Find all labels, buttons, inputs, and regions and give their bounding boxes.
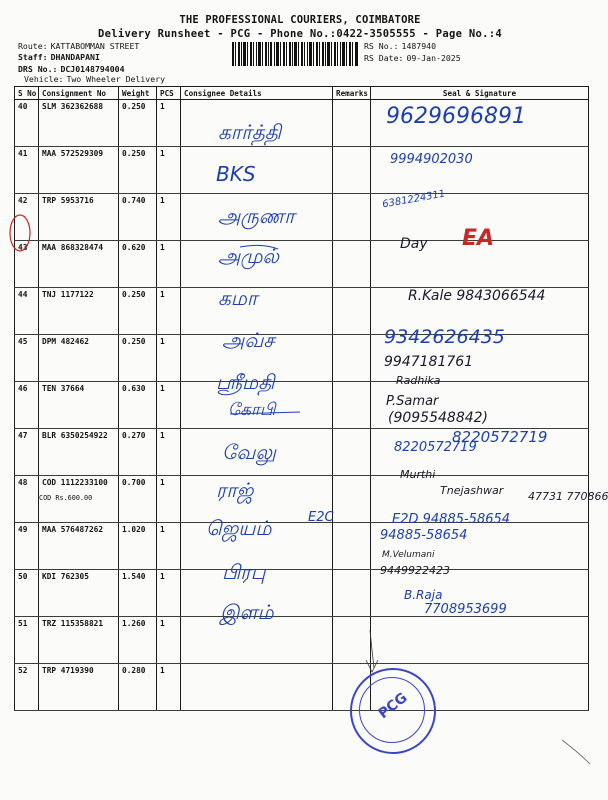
handwritten-signature-40: 9629696891 — [386, 104, 526, 129]
row-pcs: 1 — [157, 523, 181, 570]
row-remarks — [333, 382, 371, 429]
row-seal-signature — [371, 100, 589, 147]
rs-no-line — [364, 41, 436, 52]
row-sno: 50 — [15, 570, 39, 617]
row-pcs: 1 — [157, 617, 181, 664]
row-seal-signature — [371, 194, 589, 241]
handwritten-signature-48-phone: 8220572719 — [452, 428, 548, 446]
row-remarks — [333, 147, 371, 194]
row-remarks — [333, 241, 371, 288]
row-remarks — [333, 429, 371, 476]
row-consignment-no: TRP 5953716 — [39, 194, 119, 241]
company-title: THE PROFESSIONAL COURIERS, COIMBATORE — [179, 14, 421, 26]
corner-pen-stroke — [562, 740, 590, 764]
row-remarks — [333, 288, 371, 335]
table-row — [15, 617, 589, 664]
row-sno: 40 — [15, 100, 39, 147]
handwritten-signature-49-phone: 47731 770866 — [528, 490, 608, 503]
row-pcs: 1 — [157, 335, 181, 382]
row-pcs: 1 — [157, 288, 181, 335]
table-row — [15, 335, 589, 382]
handwritten-signature-48: 8220572719 — [394, 440, 477, 455]
col-header-pcs: PCS — [157, 87, 181, 100]
row-sno: 47 — [15, 429, 39, 476]
table-row — [15, 382, 589, 429]
table-row — [15, 147, 589, 194]
handwritten-consignee-52: இளம் — [220, 600, 274, 624]
row-weight: 0.740 — [119, 194, 157, 241]
handwritten-signature-43: Day — [400, 236, 428, 252]
handwritten-signature-51: M.Velumani — [382, 550, 435, 560]
row-consignee-details — [181, 241, 333, 288]
row-remarks — [333, 194, 371, 241]
handwritten-signature-49: Murthi — [400, 468, 436, 481]
col-header-remarks: Remarks — [333, 87, 371, 100]
handwritten-signature-49-name: Tnejashwar — [440, 484, 504, 497]
handwritten-signature-45: 9342626435 — [384, 326, 505, 348]
row-weight: 0.280 — [119, 664, 157, 711]
row-consignee-details — [181, 476, 333, 523]
handwritten-signature-47-name: P.Samar — [386, 394, 439, 409]
row-consignee-details — [181, 429, 333, 476]
row-weight: 1.260 — [119, 617, 157, 664]
handwritten-signature-47-phone: (9095548842) — [388, 410, 488, 426]
row-seal-signature — [371, 429, 589, 476]
staff-label: Staff: — [18, 52, 48, 62]
row-pcs: 1 — [157, 382, 181, 429]
row-pcs: 1 — [157, 570, 181, 617]
row-sno: 43 — [15, 241, 39, 288]
row-consignment-no: TRP 4719390 — [39, 664, 119, 711]
drs-value: DCJ0148794004 — [60, 64, 125, 74]
handwritten-signature-41: 9994902030 — [390, 152, 473, 167]
table-row — [15, 429, 589, 476]
rs-no-label: RS No.: — [364, 41, 399, 51]
vehicle-line — [24, 74, 165, 85]
rs-date-label: RS Date: — [364, 53, 404, 63]
handwritten-consignee-45: அவ்ச — [222, 328, 275, 352]
row-remarks — [333, 617, 371, 664]
col-header-seal-signature: Seal & Signature — [371, 87, 589, 100]
row-sno: 46 — [15, 382, 39, 429]
handwritten-signature-46-phone: 9947181761 — [384, 354, 474, 370]
table-row — [15, 100, 589, 147]
row-consignment-no: BLR 6350254922 — [39, 429, 119, 476]
row-consignee-details — [181, 523, 333, 570]
row-pcs: 1 — [157, 429, 181, 476]
handwritten-consignee-43: அமுல் — [218, 244, 280, 268]
row-consignee-details — [181, 664, 333, 711]
row-weight: 0.250 — [119, 288, 157, 335]
table-row — [15, 288, 589, 335]
table-row — [15, 476, 589, 523]
col-header-weight: Weight — [119, 87, 157, 100]
table-row — [15, 523, 589, 570]
runsheet-title: Delivery Runsheet - PCG - Phone No.:0422-3505555 - Page No.:4 — [98, 28, 502, 40]
row-seal-signature — [371, 147, 589, 194]
row-sno: 41 — [15, 147, 39, 194]
row-consignment-no: DPM 482462 — [39, 335, 119, 382]
row-consignment-no: TNJ 1177122 — [39, 288, 119, 335]
vehicle-label: Vehicle: — [24, 74, 64, 84]
row-weight: 0.250 — [119, 100, 157, 147]
staff-line — [18, 52, 100, 63]
row-seal-signature — [371, 288, 589, 335]
row-consignment-no: MAA 572529309 — [39, 147, 119, 194]
handwritten-consignee-51: பிரபு — [222, 560, 266, 584]
row-weight: 1.020 — [119, 523, 157, 570]
rs-no-value: 1487940 — [401, 41, 437, 51]
row-pcs: 1 — [157, 241, 181, 288]
row-seal-signature — [371, 570, 589, 617]
row-pcs: 1 — [157, 476, 181, 523]
handwritten-signature-52: B.Raja — [404, 588, 443, 602]
row-remarks — [333, 335, 371, 382]
row-consignee-details — [181, 100, 333, 147]
col-header-sno: S No — [15, 87, 39, 100]
row-consignee-details — [181, 335, 333, 382]
row-consignment-no: KDI 762305 — [39, 570, 119, 617]
handwritten-consignee-47: கோபி — [228, 400, 276, 420]
row-remarks — [333, 476, 371, 523]
row-remarks — [333, 100, 371, 147]
row-consignee-details — [181, 194, 333, 241]
row-seal-signature — [371, 335, 589, 382]
handwritten-signature-50: E2D 94885-58654 — [392, 512, 511, 527]
row-pcs: 1 — [157, 194, 181, 241]
row-consignee-details — [181, 288, 333, 335]
row-consignee-details — [181, 617, 333, 664]
row-pcs: 1 — [157, 147, 181, 194]
row-seal-signature — [371, 476, 589, 523]
row-pcs: 1 — [157, 100, 181, 147]
row-sno: 42 — [15, 194, 39, 241]
handwritten-consignee-50: ஜெயம் — [206, 516, 272, 540]
row-consignee-details — [181, 382, 333, 429]
handwritten-consignee-44: கமா — [218, 286, 258, 310]
table-header-row — [15, 87, 589, 100]
row-remarks — [333, 523, 371, 570]
row-consignment-no — [39, 476, 119, 523]
row-weight: 0.620 — [119, 241, 157, 288]
barcode-image — [232, 42, 358, 66]
row-seal-signature — [371, 523, 589, 570]
row-consignment-no: TEN 37664 — [39, 382, 119, 429]
pcg-round-stamp — [350, 668, 436, 754]
row-weight: 0.270 — [119, 429, 157, 476]
handwritten-signature-46-name: Radhika — [396, 374, 441, 387]
handwritten-signature-42: 6381224311 — [381, 188, 447, 211]
handwritten-consignee-46: ஸ்ரீமதி — [216, 370, 275, 394]
route-value: KATTABOMMAN STREET — [50, 41, 140, 51]
vehicle-value: Two Wheeler Delivery — [66, 74, 166, 84]
row-weight: 0.630 — [119, 382, 157, 429]
col-header-consignee: Consignee Details — [181, 87, 333, 100]
row-pcs: 1 — [157, 664, 181, 711]
table-row — [15, 241, 589, 288]
row-sno: 52 — [15, 664, 39, 711]
row-sno: 44 — [15, 288, 39, 335]
row-consignment-no: TRZ 115358821 — [39, 617, 119, 664]
handwritten-signature-50-phone: 94885-58654 — [380, 528, 468, 543]
row-consignment-no: MAA 576487262 — [39, 523, 119, 570]
row-sno: 49 — [15, 523, 39, 570]
handwritten-consignee-49: ராஜ் — [216, 478, 254, 502]
handwritten-signature-52-phone: 7708953699 — [424, 602, 507, 617]
row-consignee-details — [181, 570, 333, 617]
row-seal-signature — [371, 382, 589, 429]
row-seal-signature — [371, 241, 589, 288]
runsheet-table — [14, 86, 589, 711]
row-weight: 0.250 — [119, 335, 157, 382]
handwritten-signature-44: R.Kale 9843066544 — [408, 288, 546, 304]
rs-date-line — [364, 53, 461, 64]
table-row — [15, 570, 589, 617]
handwritten-mark-red: EA — [462, 226, 495, 251]
cod-amount-note: COD Rs.600.00 — [39, 494, 93, 502]
staff-value: DHANDAPANI — [50, 52, 100, 62]
drs-label: DRS No.: — [18, 64, 58, 74]
route-label: Route: — [18, 41, 48, 51]
row-weight: 0.700 — [119, 476, 157, 523]
row-sno: 48 — [15, 476, 39, 523]
handwritten-consignee-41: BKS — [216, 162, 256, 186]
handwritten-consignee-42: அருணா — [218, 204, 295, 228]
table-row — [15, 194, 589, 241]
handwritten-consignee-50-note: E2C — [308, 510, 334, 525]
table-row — [15, 664, 589, 711]
row-consignment-no: MAA 868328474 — [39, 241, 119, 288]
handwritten-consignee-40: கார்த்தி — [218, 120, 282, 144]
row-consignment-value: COD 1112233100 — [42, 478, 108, 487]
handwritten-signature-51-phone: 9449922423 — [380, 564, 450, 577]
row-weight: 1.540 — [119, 570, 157, 617]
rs-date-value: 09-Jan-2025 — [406, 53, 461, 63]
handwritten-consignee-48: வேலு — [222, 440, 276, 464]
row-seal-signature — [371, 617, 589, 664]
row-sno: 51 — [15, 617, 39, 664]
row-sno: 45 — [15, 335, 39, 382]
route-line — [18, 41, 139, 52]
row-consignment-no: SLM 362362688 — [39, 100, 119, 147]
col-header-consignment: Consignment No — [39, 87, 119, 100]
stamp-text: PCG — [375, 689, 411, 723]
row-remarks — [333, 570, 371, 617]
row-consignee-details — [181, 147, 333, 194]
row-weight: 0.250 — [119, 147, 157, 194]
